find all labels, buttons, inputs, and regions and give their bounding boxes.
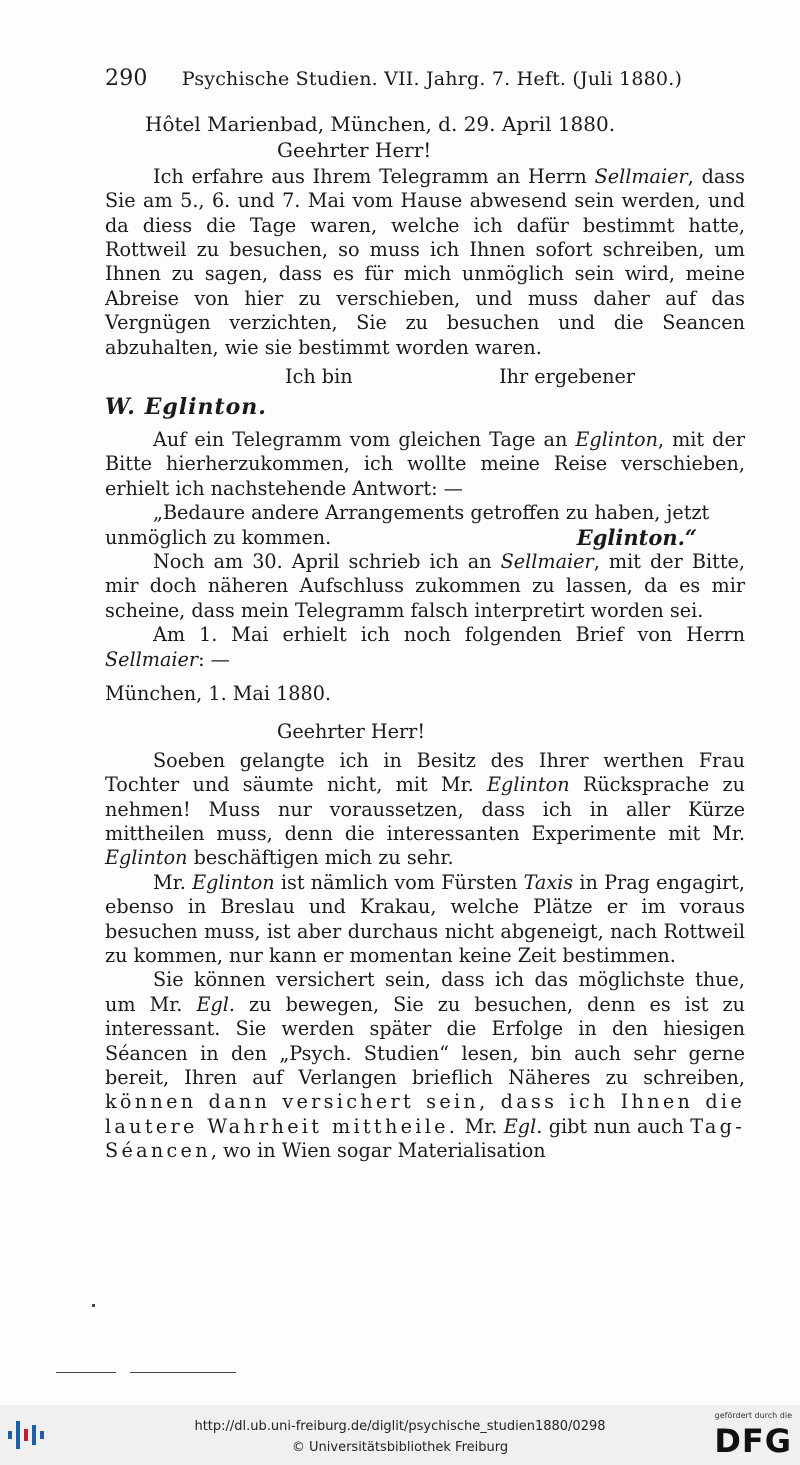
letter1-dateline: Hôtel Marienbad, München, d. 29. April 1880. xyxy=(145,112,616,136)
letter2-paragraph3: Sie können versichert sein, dass ich das möglichste thue, um Mr. Egl. zu bewegen, Sie zu besuchen, denn es ist zu interessant. Sie werden später die Erfolge in den hiesigen Séancen in den „Psych. Studien“ lesen, bin auch sehr gerne bereit, Ihren auf Verlangen brieflich Näheres zu schreiben, können dann versichert sein, dass ich Ihnen die lautere Wahrheit mittheile. Mr. Egl. gibt nun auch Tag-Séancen, wo in Wien sogar Materialisation xyxy=(105,968,745,1163)
dfg-logo: DFG xyxy=(714,1422,792,1460)
footnote-rule xyxy=(130,1372,236,1373)
page-body xyxy=(105,112,745,1164)
paragraph-telegram-request: Auf ein Telegramm vom gleichen Tage an Eglinton, mit der Bitte hierherzukommen, ich wollte meine Reise verschieben, erhielt ich nachstehende Antwort: — xyxy=(105,427,745,500)
letter1-salutation: Geehrter Herr! xyxy=(277,138,432,163)
telegram-signature: Eglinton.“ xyxy=(576,524,697,550)
telegram-line1: „Bedaure andere Arrangements getroffen zu haben, jetzt xyxy=(153,501,710,525)
permalink[interactable]: http://dl.ub.uni-freiburg.de/diglit/psychische_studien1880/0298 xyxy=(194,1419,606,1434)
letter2-paragraph2: Mr. Eglinton ist nämlich vom Fürsten Taxis in Prag engagirt, ebenso in Breslau und Krakau, welche Plätze er im voraus besuchen muss, ist aber durchaus nicht abgeneigt, nach Rottweil zu kommen, nur kann er momentan keine Zeit bestimmen. xyxy=(105,870,745,967)
letter1-paragraph: Ich erfahre aus Ihrem Telegramm an Herrn Sellmaier, dass Sie am 5., 6. und 7. Mai vom Hause abwesend sein werden, und da diess die Tage waren, welche ich dafür bestimmt hatte, Rottweil zu besuchen, so muss ich Ihnen sofort schreiben, um Ihnen zu sagen, dass es für mich unmöglich sein wird, meine Abreise von hier zu verschieben, und muss daher auf das Vergnügen verzichten, Sie zu besuchen und die Seancen abzuhalten, wie sie bestimmt worden waren. xyxy=(105,164,745,359)
paragraph-may-1: Am 1. Mai erhielt ich noch folgenden Brief von Herrn Sellmaier: — xyxy=(105,623,745,671)
closing-right: Ihr ergebener xyxy=(499,365,635,389)
letter2-dateline: München, 1. Mai 1880. xyxy=(105,681,332,705)
footnote-rule xyxy=(56,1372,116,1373)
copyright: © Universitätsbibliothek Freiburg xyxy=(291,1440,509,1455)
letter2-salutation: Geehrter Herr! xyxy=(277,720,426,744)
speck xyxy=(92,1304,95,1307)
page-number: 290 xyxy=(105,66,148,91)
letter1-closing xyxy=(105,365,745,389)
running-header xyxy=(105,66,745,91)
viewer-footer xyxy=(0,1405,800,1465)
telegram-line2: unmöglich zu kommen. Eglinton.“ xyxy=(105,526,745,550)
dfg-tagline: gefördert durch die xyxy=(714,1411,792,1420)
closing-left: Ich bin xyxy=(285,365,353,389)
letter1-signature: W. Eglinton. xyxy=(105,394,267,421)
running-title: Psychische Studien. VII. Jahrg. 7. Heft. (Juli 1880.) xyxy=(181,68,683,90)
paragraph-april-30: Noch am 30. April schrieb ich an Sellmaier, mit der Bitte, mir doch näheren Aufschluss zukommen zu lassen, da es mir scheine, dass mein Telegramm falsch interpretirt worden sei. xyxy=(105,549,745,622)
letter2-paragraph1: Soeben gelangte ich in Besitz des Ihrer werthen Frau Tochter und säumte nicht, mit Mr. Eglinton Rücksprache zu nehmen! Muss nur voraussetzen, dass ich in aller Kürze mittheilen muss, denn die interessanten Experimente mit Mr. Eglinton beschäftigen mich zu sehr. xyxy=(105,748,745,870)
